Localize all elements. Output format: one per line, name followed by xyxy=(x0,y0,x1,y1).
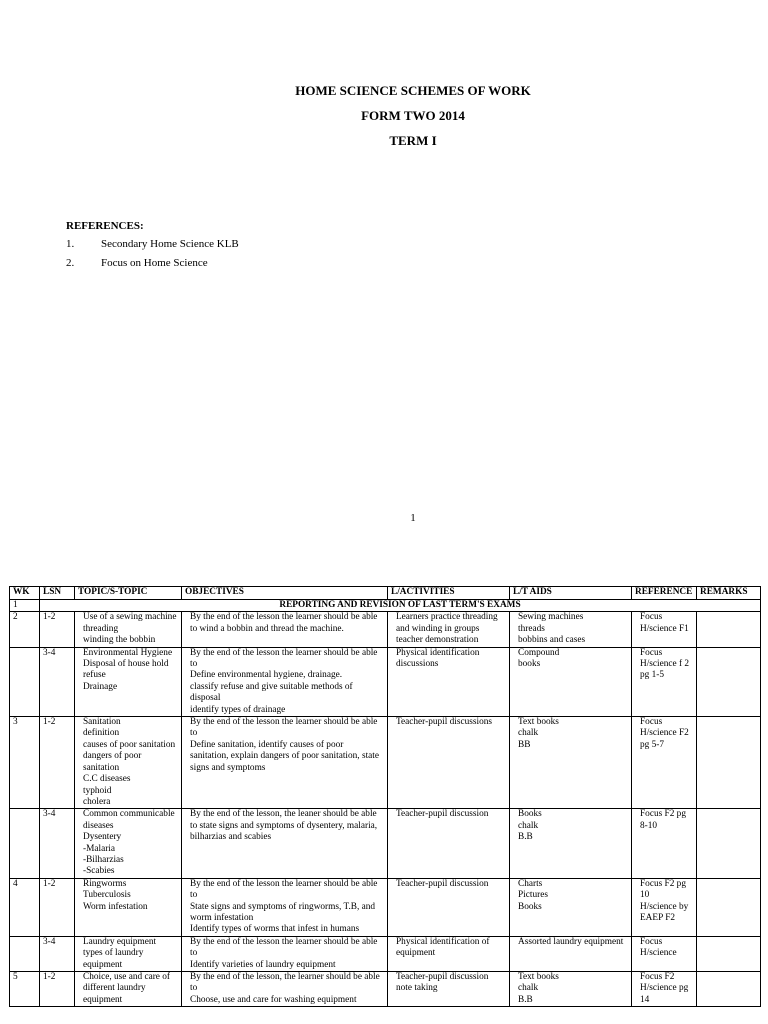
cell-lsn: 3-4 xyxy=(40,936,75,971)
references xyxy=(66,220,239,276)
cell-lsn: 1-2 xyxy=(40,878,75,936)
header-wk: WK xyxy=(10,587,40,600)
cell-wk: 3 xyxy=(10,717,40,809)
table-row xyxy=(10,612,761,647)
cell-reference: Focus H/science f 2 pg 1-5 xyxy=(632,647,697,716)
cell-lsn: 1-2 xyxy=(40,972,75,1007)
cell-wk: 2 xyxy=(10,612,40,647)
doc-title: HOME SCIENCE SCHEMES OF WORK xyxy=(295,83,531,98)
cell-wk: 5 xyxy=(10,972,40,1007)
cell-remarks xyxy=(697,612,761,647)
cell-wk xyxy=(10,647,40,716)
cell-objectives: By the end of the lesson the learner should be able to Define environmental hygiene, drainage. classify refuse and give suitable methods of disposal identify types of drainage xyxy=(182,647,388,716)
reference-number: 2. xyxy=(66,257,75,269)
header-remarks: REMARKS xyxy=(697,587,761,600)
header-lsn: LSN xyxy=(40,587,75,600)
cell-lsn: 1-2 xyxy=(40,612,75,647)
cell-activities: Physical identification discussions xyxy=(388,647,510,716)
table-row xyxy=(10,809,761,878)
scheme-of-work-table xyxy=(9,586,761,1007)
cell-aids: Assorted laundry equipment xyxy=(510,936,632,971)
cell-lsn: 3-4 xyxy=(40,647,75,716)
cell-objectives: By the end of the lesson the learner should be able to Identify varieties of laundry equipment xyxy=(182,936,388,971)
cell-objectives: By the end of the lesson the learner should be able to wind a bobbin and thread the machine. xyxy=(182,612,388,647)
cell-remarks xyxy=(697,809,761,878)
references-heading: REFERENCES: xyxy=(66,220,144,232)
page-number: 1 xyxy=(410,512,416,524)
cell-topic: Laundry equipment types of laundry equipment xyxy=(75,936,182,971)
table-header-row xyxy=(10,587,761,600)
cell-merged-note: REPORTING AND REVISION OF LAST TERM'S EXAMS xyxy=(40,600,761,612)
cell-aids: Compound books xyxy=(510,647,632,716)
cell-wk: 1 xyxy=(10,600,40,612)
cell-reference: Focus F2 pg 10 H/science by EAEP F2 xyxy=(632,878,697,936)
cell-objectives: By the end of the lesson the learner should be able to Define sanitation, identify causes of poor sanitation, explain dangers of poor sanitation, state signs and symptoms xyxy=(182,717,388,809)
cell-reference: Focus F2 H/science pg 14 xyxy=(632,972,697,1007)
table-row xyxy=(10,717,761,809)
cell-reference: Focus H/science xyxy=(632,936,697,971)
cell-activities: Physical identification of equipment xyxy=(388,936,510,971)
cell-activities: Teacher-pupil discussion xyxy=(388,809,510,878)
reference-text: Secondary Home Science KLB xyxy=(101,238,239,250)
cell-wk xyxy=(10,809,40,878)
cell-remarks xyxy=(697,717,761,809)
cell-reference: Focus H/science F1 xyxy=(632,612,697,647)
cell-aids: Text books chalk BB xyxy=(510,717,632,809)
cell-topic: Choice, use and care of different laundry equipment xyxy=(75,972,182,1007)
cell-topic: Use of a sewing machine threading winding the bobbin xyxy=(75,612,182,647)
cell-lsn: 1-2 xyxy=(40,717,75,809)
table-row xyxy=(10,600,761,612)
cell-remarks xyxy=(697,972,761,1007)
cell-topic: Ringworms Tuberculosis Worm infestation xyxy=(75,878,182,936)
cell-activities: Teacher-pupil discussion note taking xyxy=(388,972,510,1007)
cell-remarks xyxy=(697,878,761,936)
cell-objectives: By the end of the lesson the learner should be able to State signs and symptoms of ringworms, T.B, and worm infestation Identify types of worms that infest in humans xyxy=(182,878,388,936)
header-topic: TOPIC/S-TOPIC xyxy=(75,587,182,600)
cell-aids: Charts Pictures Books xyxy=(510,878,632,936)
cell-reference: Focus F2 pg 8-10 xyxy=(632,809,697,878)
cell-remarks xyxy=(697,647,761,716)
header-aids: L/T AIDS xyxy=(510,587,632,600)
cell-lsn: 3-4 xyxy=(40,809,75,878)
header-reference: REFERENCE xyxy=(632,587,697,600)
header-objectives: OBJECTIVES xyxy=(182,587,388,600)
table-row xyxy=(10,936,761,971)
table-row xyxy=(10,972,761,1007)
cell-wk: 4 xyxy=(10,878,40,936)
doc-form: FORM TWO 2014 xyxy=(361,108,465,123)
table-row xyxy=(10,647,761,716)
cell-objectives: By the end of the lesson, the learner should be able to Choose, use and care for washing equipment xyxy=(182,972,388,1007)
doc-term: TERM I xyxy=(389,133,437,148)
cell-reference: Focus H/science F2 pg 5-7 xyxy=(632,717,697,809)
header-activities: L/ACTIVITIES xyxy=(388,587,510,600)
cell-aids: Books chalk B.B xyxy=(510,809,632,878)
cell-activities: Teacher-pupil discussion xyxy=(388,878,510,936)
cell-remarks xyxy=(697,936,761,971)
cell-topic: Environmental Hygiene Disposal of house hold refuse Drainage xyxy=(75,647,182,716)
cell-aids: Text books chalk B.B xyxy=(510,972,632,1007)
cell-topic: Sanitation definition causes of poor sanitation dangers of poor sanitation C.C diseases typhoid cholera xyxy=(75,717,182,809)
reference-item xyxy=(66,238,239,257)
cell-aids: Sewing machines threads bobbins and cases xyxy=(510,612,632,647)
reference-number: 1. xyxy=(66,238,75,250)
cell-activities: Learners practice threading and winding in groups teacher demonstration xyxy=(388,612,510,647)
cell-wk xyxy=(10,936,40,971)
reference-text: Focus on Home Science xyxy=(101,257,208,269)
reference-item xyxy=(66,257,239,276)
cell-objectives: By the end of the lesson, the leaner should be able to state signs and symptoms of dysentery, malaria, bilharzias and scabies xyxy=(182,809,388,878)
table-row xyxy=(10,878,761,936)
cell-topic: Common communicable diseases Dysentery -Malaria -Bilharzias -Scabies xyxy=(75,809,182,878)
cell-activities: Teacher-pupil discussions xyxy=(388,717,510,809)
